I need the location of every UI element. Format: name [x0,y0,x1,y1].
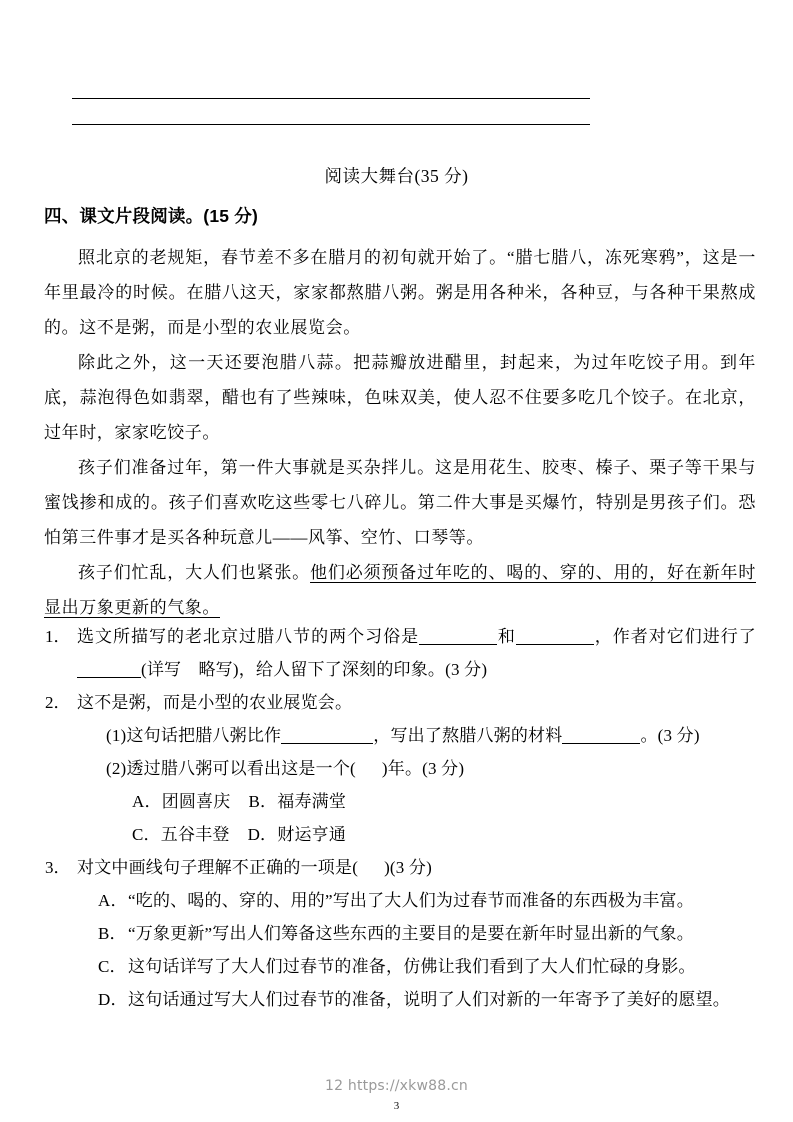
question-1 [44,620,756,686]
answer-blank[interactable] [281,728,373,744]
sub-1-text-part3: 。(3 分) [640,726,700,745]
option-text: 这句话通过写大人们过春节的准备，说明了人们对新的一年寄予了美好的愿望。 [128,990,730,1009]
answer-line[interactable] [72,78,590,104]
reading-passage [44,240,756,625]
question-3-option-c[interactable] [44,950,756,983]
page-number: 3 [393,1100,400,1112]
question-3-option-b[interactable] [44,917,756,950]
sub-item-label: (2) [106,759,127,778]
sub-1-text-part1: 这句话把腊八粥比作 [126,726,282,745]
passage-text-underlined: 他们必须预备过年吃的、喝的、穿的、用的，好在新年时显出万象更新的气象。 [44,563,756,617]
page-title: 四、课文片段阅读。(15 分) [44,206,258,226]
option-letter: A． [98,891,128,910]
option-d-letter: D． [247,825,278,844]
question-1-text-part4: (详写 略写)，给人留下了深刻的印象。(3 分) [141,660,488,679]
option-text: 这句话详写了大人们过春节的准备，仿佛让我们看到了大人们忙碌的身影。 [128,957,696,976]
answer-blank[interactable] [516,629,594,645]
question-3 [44,851,756,884]
option-b-text[interactable]: 福寿满堂 [277,792,347,811]
question-number: 1． [45,627,71,646]
option-a-letter: A． [132,792,162,811]
question-text [77,620,756,686]
question-2-stem: 这不是粥，而是小型的农业展览会。 [77,693,353,712]
option-text: “吃的、喝的、穿的、用的”写出了大人们为过春节而准备的东西极为丰富。 [128,891,694,910]
option-c-letter: C． [132,825,161,844]
answer-blank[interactable] [419,629,497,645]
section-banner: 阅读大舞台(35 分) [324,166,469,186]
sub-2-text-part1: 透过腊八粥可以看出这是一个( [126,759,356,778]
sub-2-text-part2: )年。(3 分) [381,759,465,778]
question-number: 2． [45,693,71,712]
question-number: 3． [45,858,71,877]
question-1-text-part2: 和 [497,627,516,646]
question-2 [44,686,756,719]
questions-list [44,620,756,1016]
question-3-text [77,851,756,884]
sub-item-label: (1) [106,726,127,745]
question-3-text-part2: )(3 分) [384,858,432,877]
answer-lines-group [72,78,590,130]
option-c-text[interactable]: 五谷丰登 [160,825,230,844]
question-2-options-row-1 [44,785,756,818]
passage-text-plain: 孩子们忙乱，大人们也紧张。 [78,563,311,582]
passage-paragraph: 照北京的老规矩，春节差不多在腊月的初旬就开始了。“腊七腊八，冻死寒鸦”，这是一年里最冷的时候。在腊八这天，家家都熬腊八粥。粥是用各种米，各种豆，与各种干果熬成的。这不是粥，而是小型的农业展览会。 [44,248,756,337]
sub-1-text-part2: ，写出了熬腊八粥的材料 [373,726,563,745]
watermark-url: 12 https://xkw88.cn [325,1078,468,1094]
passage-paragraph-underlined [44,555,756,625]
passage-paragraph: 除此之外，这一天还要泡腊八蒜。把蒜瓣放进醋里，封起来，为过年吃饺子用。到年底，蒜泡得色如翡翠，醋也有了些辣味，色味双美，使人忍不住要多吃几个饺子。在北京，过年时，家家吃饺子。 [44,353,756,442]
question-3-option-a[interactable] [44,884,756,917]
passage-paragraph: 孩子们准备过年，第一件大事就是买杂拌儿。这是用花生、胶枣、榛子、栗子等干果与蜜饯掺和成的。孩子们喜欢吃这些零七八碎儿。第二件大事是买爆竹，特别是男孩子们。恐怕第三件事才是买各种玩意儿——风筝、空竹、口琴等。 [44,458,756,547]
option-letter: D． [98,990,128,1009]
question-1-text-part3: ，作者对它们进行了 [593,627,756,646]
option-letter: B． [98,924,127,943]
question-3-text-part1: 对文中画线句子理解不正确的一项是( [77,858,359,877]
answer-line[interactable] [72,104,590,130]
option-b-letter: B． [248,792,278,811]
option-text: “万象更新”写出人们筹备这些东西的主要目的是要在新年时显出新的气象。 [128,924,694,943]
question-2-sub-1 [44,719,756,752]
answer-blank[interactable] [562,728,640,744]
question-1-text-part1: 选文所描写的老北京过腊八节的两个习俗是 [77,627,420,646]
question-2-options-row-2 [44,818,756,851]
question-2-sub-2 [44,752,756,785]
option-d-text[interactable]: 财运亨通 [277,825,347,844]
answer-blank[interactable] [77,662,141,678]
question-3-option-d[interactable] [44,983,756,1016]
option-letter: C． [98,957,127,976]
option-a-text[interactable]: 团圆喜庆 [161,792,231,811]
